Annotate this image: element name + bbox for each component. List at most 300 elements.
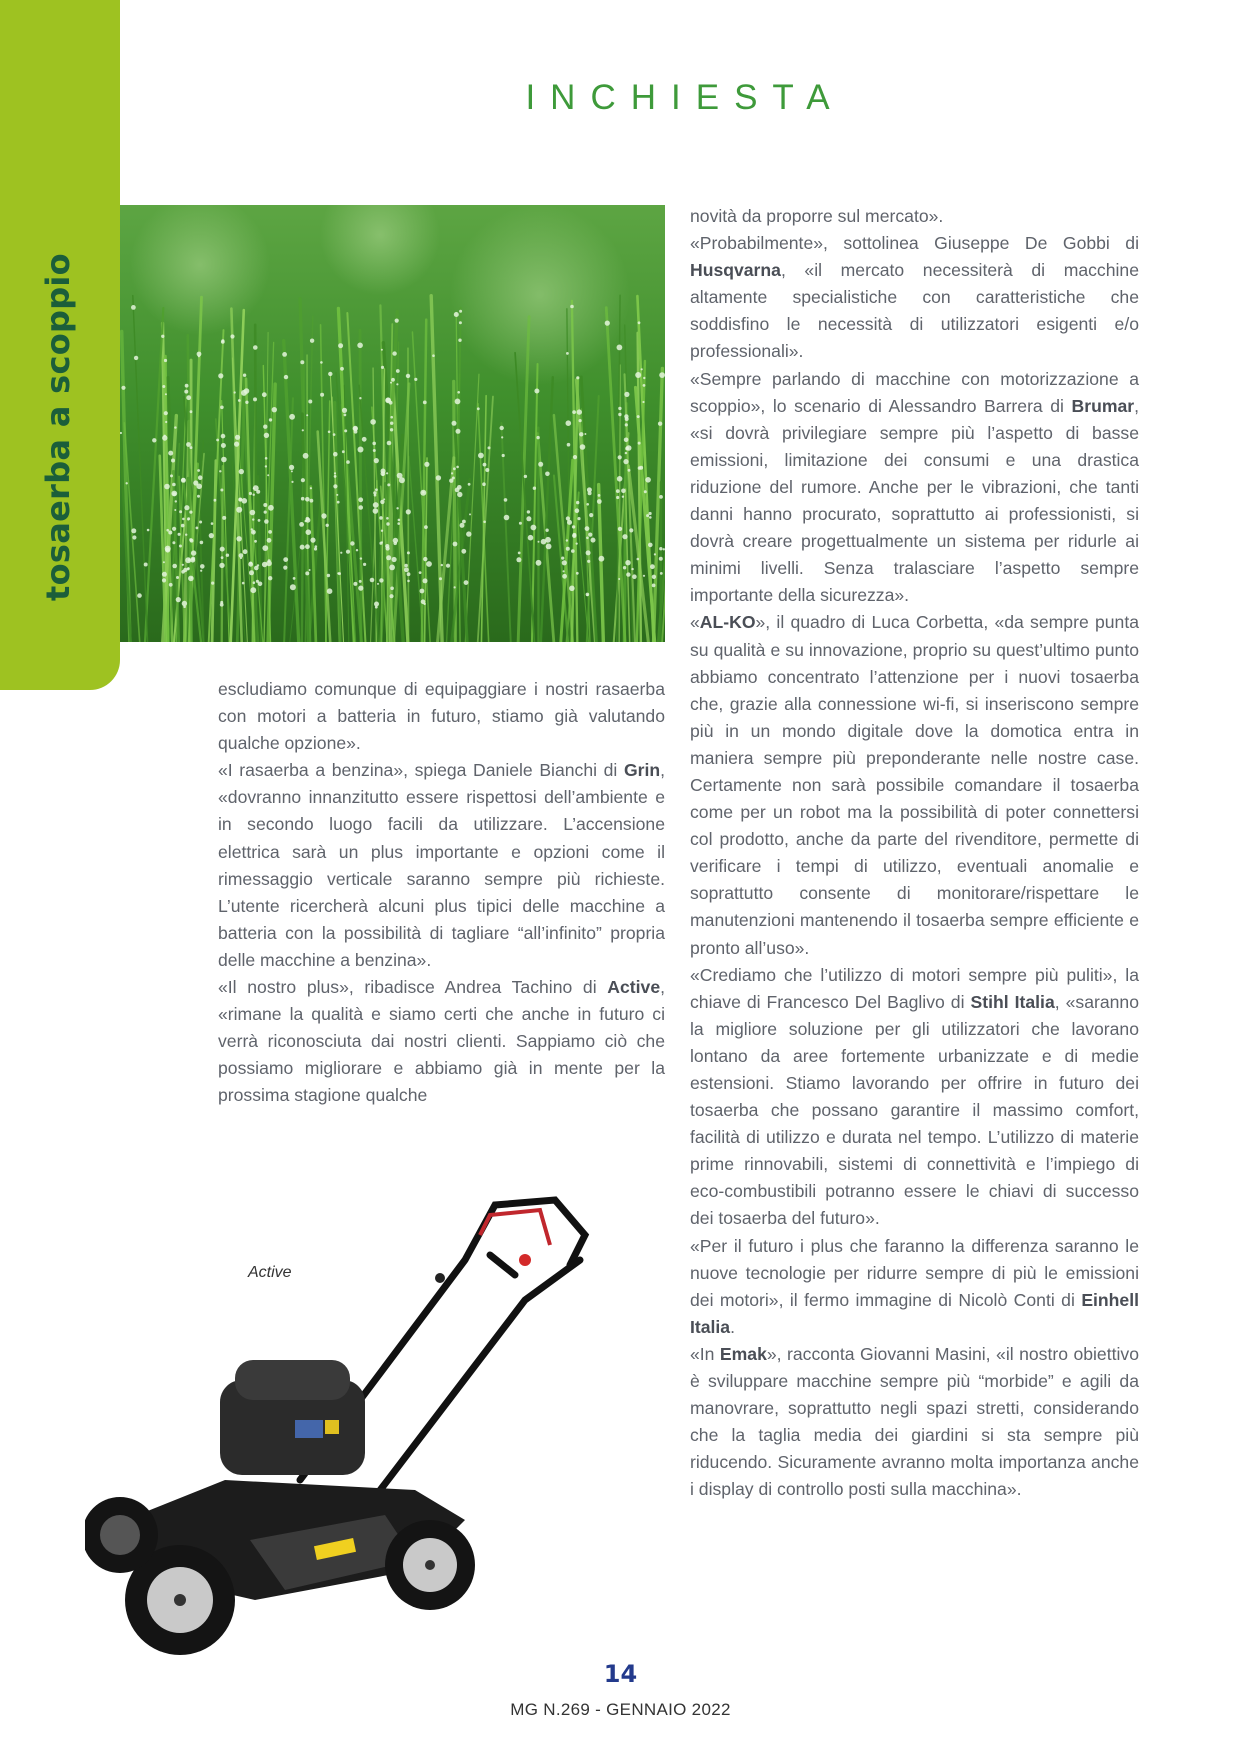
dew-drop xyxy=(483,463,487,467)
dew-drop xyxy=(334,475,337,478)
dew-drop xyxy=(541,539,547,545)
dew-drop xyxy=(172,527,176,531)
dew-drop xyxy=(309,569,311,571)
dew-drop xyxy=(175,500,177,502)
dew-drop xyxy=(545,529,548,532)
dew-drop xyxy=(631,568,633,570)
dew-drop xyxy=(579,419,582,422)
dew-drop xyxy=(424,525,428,529)
dew-drop xyxy=(571,549,575,553)
dew-drop xyxy=(462,520,466,524)
paragraph-text: «Sempre parlando di macchine con motorizzazione a scoppio», lo scenario di Alessandro Barrera di xyxy=(690,368,1139,416)
dew-drop xyxy=(147,529,150,532)
paragraph-text: «In xyxy=(690,1343,720,1364)
dew-drop xyxy=(242,582,245,585)
dew-drop xyxy=(658,422,662,426)
dew-drop xyxy=(234,391,236,393)
dew-drop xyxy=(185,534,187,536)
article-paragraph xyxy=(690,962,1139,1233)
dew-drop xyxy=(144,563,148,567)
dew-drop xyxy=(381,366,384,369)
dew-drop xyxy=(456,466,459,469)
grass-blade xyxy=(222,466,223,642)
section-title: INCHIESTA xyxy=(525,78,845,117)
dew-drop xyxy=(381,471,386,476)
dew-drop xyxy=(373,508,379,514)
dew-drop xyxy=(219,563,224,568)
dew-drop xyxy=(282,352,287,357)
lawn-mower-photo xyxy=(85,1180,665,1660)
dew-drop xyxy=(398,519,401,522)
dew-drop xyxy=(191,557,195,561)
paragraph-text: », il quadro di Luca Corbetta, «da sempre punta su qualità e su innovazione, proprio su quest’ultimo punto abbiamo concentrato l’attenzione per i nuovi tosaerba che, grazie alla connessione wi-fi, si inseriscono sempre più in un mondo digitale dove la domotica entra in maniera sempre più preponderante nelle nostre case. Certamente non sarà possibile comandare il tosaerba come per un robot ma la possibilità di poter connettersi col prodotto, anche da parte del rivenditore, permette di verificare i tempi di utilizzo, eventuali anomalie e soprattutto consente di monitorare/rispettare le manutenzioni mantenendo il tosaerba sempre efficiente e pronto all’uso». xyxy=(690,612,1139,958)
dew-drop xyxy=(221,339,224,342)
dew-drop xyxy=(586,503,589,506)
dew-drop xyxy=(211,522,214,525)
article-paragraph xyxy=(218,974,665,1109)
dew-drop xyxy=(576,572,579,575)
dew-drop xyxy=(236,507,242,513)
dew-drop xyxy=(567,443,571,447)
dew-drop xyxy=(459,321,462,324)
dew-drop xyxy=(191,577,193,579)
dew-drop xyxy=(390,416,393,419)
dew-drop xyxy=(182,564,184,566)
dew-drop xyxy=(168,451,173,456)
dew-drop xyxy=(420,589,425,594)
dew-drop xyxy=(374,458,379,463)
dew-drop xyxy=(268,559,271,562)
dew-drop xyxy=(268,576,272,580)
dew-drop xyxy=(181,524,185,528)
dew-drop xyxy=(256,490,260,494)
dew-drop xyxy=(649,512,652,515)
dew-drop xyxy=(566,547,570,551)
dew-drop xyxy=(646,514,649,517)
dew-drop xyxy=(373,449,376,452)
dew-drop xyxy=(289,414,295,420)
dew-drop xyxy=(587,487,592,492)
paragraph-text: , «il mercato necessiterà di macchine altamente specialistiche con caratteristiche che soddisfino le necessità di utilizzatori esigenti e/o professionali». xyxy=(690,260,1139,362)
dew-drop xyxy=(244,388,250,394)
dew-drop xyxy=(381,541,383,543)
dew-drop xyxy=(566,352,569,355)
dew-drop xyxy=(584,433,586,435)
dew-drop xyxy=(618,527,622,531)
dew-drop xyxy=(187,568,190,571)
dew-drop xyxy=(190,539,194,543)
dew-drop xyxy=(354,430,358,434)
dew-drop xyxy=(172,541,175,544)
dew-drop xyxy=(459,310,462,313)
dew-drop xyxy=(184,505,189,510)
dew-drop xyxy=(262,545,268,551)
dew-drop xyxy=(164,484,170,490)
dew-drop xyxy=(245,401,248,404)
dew-drop xyxy=(219,470,221,472)
dew-drop xyxy=(387,441,392,446)
dew-drop xyxy=(643,377,645,379)
dew-drop xyxy=(193,480,198,485)
dew-drop xyxy=(645,477,651,483)
dew-drop xyxy=(334,472,336,474)
paragraph-text: novità da proporre sul mercato». xyxy=(690,206,944,226)
dew-drop xyxy=(458,339,461,342)
dew-drop xyxy=(469,513,471,515)
dew-drop xyxy=(589,513,593,517)
dew-drop xyxy=(652,575,656,579)
article-paragraph xyxy=(690,203,1139,230)
dew-drop xyxy=(569,586,575,592)
dew-drop xyxy=(187,517,190,520)
company-name: Active xyxy=(607,977,661,998)
dew-drop xyxy=(249,570,254,575)
dew-drop xyxy=(189,511,192,514)
dew-drop xyxy=(344,429,347,432)
dew-drop xyxy=(221,457,227,463)
dew-drop xyxy=(566,516,570,520)
dew-drop xyxy=(200,570,202,572)
dew-drop xyxy=(534,389,539,394)
paragraph-text: , «dovranno innanzitutto essere rispettosi dell’ambiente e in secondo luogo facili da utilizzare. L’accensione elettrica sarà un plus importante e opzioni come il rimessaggio verticale saranno sempre più richieste. L’utente ricercherà alcuni plus tipici delle macchine a batteria con la possibilità di tagliare “all’infinito” propria delle macchine a benzina». xyxy=(218,760,665,970)
dew-drop xyxy=(526,516,531,521)
dew-drop xyxy=(399,477,405,483)
dew-drop xyxy=(263,503,267,507)
dew-drop xyxy=(300,360,304,364)
dew-drop xyxy=(379,516,383,520)
dew-drop xyxy=(174,509,176,511)
dew-drop xyxy=(626,572,630,576)
dew-drop xyxy=(236,536,241,541)
dew-drop xyxy=(221,443,226,448)
grass-blade xyxy=(255,325,256,642)
dew-drop xyxy=(320,361,323,364)
dew-drop xyxy=(185,384,189,388)
dew-drop xyxy=(165,421,167,423)
dew-drop xyxy=(197,495,200,498)
dew-drop xyxy=(253,345,258,350)
dew-drop xyxy=(617,476,623,482)
dew-drop xyxy=(359,580,362,583)
dew-drop xyxy=(170,474,173,477)
dew-drop xyxy=(283,566,287,570)
dew-drop xyxy=(566,420,572,426)
dew-drop xyxy=(176,597,181,602)
dew-drop xyxy=(374,602,379,607)
dew-drop xyxy=(385,544,389,548)
dew-drop xyxy=(623,459,628,464)
dew-drop xyxy=(577,409,582,414)
dew-drop xyxy=(536,436,539,439)
dew-drop xyxy=(263,425,267,429)
dew-drop xyxy=(395,319,399,323)
paragraph-text: . xyxy=(730,1316,735,1337)
dew-drop xyxy=(165,393,167,395)
dew-drop xyxy=(452,421,457,426)
dew-drop xyxy=(238,399,241,402)
dew-drop xyxy=(528,535,534,541)
article-paragraph xyxy=(218,676,665,757)
dew-drop xyxy=(299,522,304,527)
dew-drop xyxy=(199,521,202,524)
company-name: Husqvarna xyxy=(690,260,781,281)
dew-drop xyxy=(381,349,383,351)
dew-drop xyxy=(659,495,663,499)
dew-drop xyxy=(200,541,204,545)
dew-drop xyxy=(268,530,272,534)
dew-drop xyxy=(264,519,269,524)
dew-drop xyxy=(131,305,136,310)
dew-drop xyxy=(423,401,427,405)
dew-drop xyxy=(337,501,340,504)
dew-drop xyxy=(179,545,182,548)
dew-drop xyxy=(628,469,631,472)
dew-drop xyxy=(586,550,591,555)
dew-drop xyxy=(454,586,456,588)
dew-drop xyxy=(536,560,542,566)
dew-drop xyxy=(392,557,397,562)
company-name: Emak xyxy=(719,1343,767,1364)
dew-drop xyxy=(182,601,187,606)
dew-drop xyxy=(291,481,293,483)
dew-drop xyxy=(243,549,248,554)
article-paragraph xyxy=(690,1341,1139,1504)
dew-drop xyxy=(289,465,294,470)
dew-drop xyxy=(182,518,185,521)
dew-drop xyxy=(169,583,173,587)
dew-drop xyxy=(638,321,641,324)
dew-drop xyxy=(572,533,576,537)
dew-drop xyxy=(576,501,579,504)
dew-drop xyxy=(387,483,390,486)
dew-drop xyxy=(420,490,426,496)
dew-drop xyxy=(642,401,644,403)
dew-drop xyxy=(257,564,259,566)
dew-drop xyxy=(172,492,176,496)
dew-drop xyxy=(393,542,397,546)
dew-drop xyxy=(264,433,269,438)
dew-drop xyxy=(406,374,410,378)
dew-drop xyxy=(404,564,408,568)
dew-drop xyxy=(305,544,310,549)
dew-drop xyxy=(527,510,530,513)
dew-drop xyxy=(290,584,296,590)
dew-drop xyxy=(407,551,410,554)
dew-drop xyxy=(303,453,309,459)
dew-drop xyxy=(333,452,338,457)
dew-drop xyxy=(587,560,590,563)
dew-drop xyxy=(268,505,274,511)
article-paragraph xyxy=(690,609,1139,961)
company-name: Einhell Italia xyxy=(690,1289,1139,1337)
dew-drop xyxy=(488,446,491,449)
dew-drop xyxy=(460,523,465,528)
dew-drop xyxy=(333,484,337,488)
dew-drop xyxy=(333,433,336,436)
dew-drop xyxy=(659,547,662,550)
dew-drop xyxy=(249,562,252,565)
dew-drop xyxy=(377,583,379,585)
company-name: Brumar xyxy=(1071,395,1135,416)
dew-drop xyxy=(457,492,462,497)
paragraph-text: , «si dovrà privilegiare sempre più l’aspetto di basse emissioni, limitazione dei consumi e una drastica riduzione del rumore. Anche per le vibrazioni, che tanti danni hanno procurato, soprattutto ai professionisti, si dovrà creare progettualmente un sistema per ridurle ai minimi livelli. Senza tralasciare l’aspetto sempre importante della sicurezza». xyxy=(690,395,1139,606)
dew-drop xyxy=(357,343,363,349)
dew-drop xyxy=(567,520,572,525)
dew-drop xyxy=(625,452,627,454)
dew-drop xyxy=(618,578,620,580)
company-name: AL-KO xyxy=(699,612,756,633)
dew-drop xyxy=(242,498,248,504)
dew-drop xyxy=(504,515,510,521)
dew-drop xyxy=(453,467,456,470)
dew-drop xyxy=(621,489,626,494)
dew-drop xyxy=(406,509,411,514)
lawn-mower-illustration xyxy=(85,1180,665,1660)
dew-drop xyxy=(454,312,459,317)
dew-drop xyxy=(305,520,307,522)
dew-drop xyxy=(293,577,296,580)
dew-drop xyxy=(310,487,312,489)
issue-info: MG N.269 - GENNAIO 2022 xyxy=(510,1700,731,1719)
dew-drop xyxy=(485,468,489,472)
dew-drop xyxy=(617,345,623,351)
dew-drop xyxy=(638,442,641,445)
dew-drop xyxy=(176,576,179,579)
paragraph-text: escludiamo comunque di equipaggiare i nostri rasaerba con motori a batteria in futuro, stiamo già valutando qualche opzione». xyxy=(218,679,665,754)
dew-drop xyxy=(190,446,193,449)
dew-drop xyxy=(576,543,578,545)
dew-drop xyxy=(407,580,410,583)
section-side-label xyxy=(38,253,78,601)
dew-drop xyxy=(370,419,376,425)
dew-drop xyxy=(252,531,254,533)
dew-drop xyxy=(641,368,643,370)
dew-drop xyxy=(587,594,589,596)
dew-drop xyxy=(625,417,629,421)
dew-drop xyxy=(267,538,272,543)
dew-drop xyxy=(464,580,469,585)
grass-blade xyxy=(360,330,361,642)
paragraph-text: », racconta Giovanni Masini, «il nostro obiettivo è sviluppare macchine sempre più “morbide” e agili da manovrare, soprattutto negli spazi stretti, considerando che la taglia media dei giardini si sta sempre più riducendo. Sicuramente avranno molta importanza anche i display di controllo posti sulla macchina». xyxy=(690,1343,1139,1500)
dew-drop xyxy=(174,426,176,428)
article-column-right xyxy=(690,203,1139,1504)
dew-drop xyxy=(163,561,165,563)
dew-drop xyxy=(131,528,136,533)
dew-drop xyxy=(396,383,398,385)
dew-drop xyxy=(575,508,580,513)
dew-drop xyxy=(336,494,338,496)
dew-drop xyxy=(162,572,167,577)
dew-drop xyxy=(350,541,354,545)
dew-drop xyxy=(221,556,224,559)
dew-drop xyxy=(360,557,362,559)
dew-drop xyxy=(381,530,383,532)
dew-drop xyxy=(222,516,226,520)
dew-drop xyxy=(239,553,244,558)
dew-drop xyxy=(327,574,330,577)
dew-drop xyxy=(184,390,188,394)
dew-drop xyxy=(165,548,170,553)
dew-drop xyxy=(340,552,342,554)
dew-drop xyxy=(372,442,376,446)
dew-drop xyxy=(251,528,253,530)
dew-drop xyxy=(254,540,257,543)
dew-drop xyxy=(588,533,592,537)
dew-drop xyxy=(390,382,392,384)
dew-drop xyxy=(616,496,619,499)
dew-drop xyxy=(414,378,417,381)
article-paragraph xyxy=(218,757,665,974)
dew-drop xyxy=(239,469,244,474)
dew-drop xyxy=(591,538,596,543)
dew-drop xyxy=(214,499,217,502)
dew-drop xyxy=(209,533,214,538)
dew-drop xyxy=(597,499,602,504)
dew-drop xyxy=(625,423,628,426)
dew-drop xyxy=(356,549,358,551)
dew-drop xyxy=(622,534,627,539)
dew-drop xyxy=(426,561,432,567)
dew-drop xyxy=(211,582,214,585)
dew-drop xyxy=(500,426,504,430)
dew-drop xyxy=(562,574,567,579)
dew-drop xyxy=(446,564,450,568)
dew-drop xyxy=(618,407,621,410)
dew-drop xyxy=(389,565,395,571)
dew-drop xyxy=(616,489,620,493)
dew-drop xyxy=(137,593,142,598)
dew-drop xyxy=(353,582,357,586)
dew-drop xyxy=(659,557,663,561)
dew-drop xyxy=(502,454,505,457)
dew-drop xyxy=(305,571,309,575)
dew-drop xyxy=(533,487,536,490)
dew-drop xyxy=(220,603,224,607)
dew-drop xyxy=(190,410,193,413)
dew-drop xyxy=(338,572,341,575)
dew-drop xyxy=(284,375,288,379)
dew-drop xyxy=(579,432,583,436)
dew-drop xyxy=(321,513,326,518)
dew-drop xyxy=(172,564,177,569)
dew-drop xyxy=(622,496,624,498)
article-paragraph xyxy=(690,230,1139,365)
dew-drop xyxy=(186,395,191,400)
dew-drop xyxy=(186,442,191,447)
dew-drop xyxy=(436,475,441,480)
dew-drop xyxy=(538,541,540,543)
dew-drop xyxy=(524,475,527,478)
article-paragraph xyxy=(690,366,1139,610)
company-name: Grin xyxy=(623,760,661,781)
dew-drop xyxy=(340,367,344,371)
dew-drop xyxy=(265,465,267,467)
dew-drop xyxy=(171,459,175,463)
paragraph-text: «Crediamo che l’utilizzo di motori sempre più puliti», la chiave di Francesco Del Baglivo di xyxy=(690,964,1139,1012)
dew-drop xyxy=(342,450,345,453)
dew-drop xyxy=(519,522,522,525)
dew-drop xyxy=(358,505,363,510)
dew-drop xyxy=(654,553,656,555)
dew-drop xyxy=(441,564,443,566)
dew-drop xyxy=(375,488,378,491)
dew-drop xyxy=(198,355,200,357)
dew-drop xyxy=(327,588,333,594)
dew-drop xyxy=(637,415,640,418)
dew-drop xyxy=(456,429,461,434)
company-name: Stihl Italia xyxy=(970,991,1055,1012)
dew-drop xyxy=(250,587,256,593)
